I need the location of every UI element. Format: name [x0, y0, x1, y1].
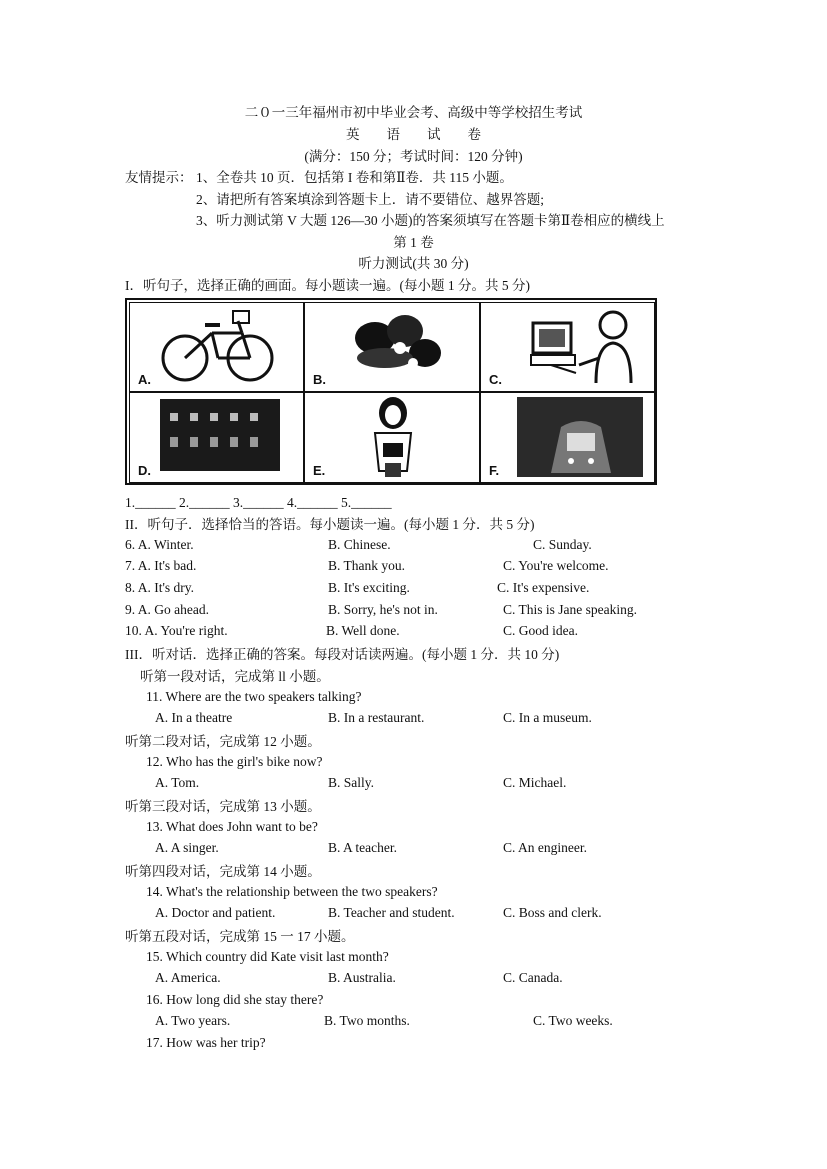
picture-f-label: F. — [489, 463, 500, 478]
q13-option-c: C. An engineer. — [503, 840, 587, 855]
exam-subject: 英 语 试 卷 — [346, 127, 481, 142]
q10-option-b: B. Well done. — [326, 623, 400, 638]
section1-heading: I．听句子，选择正确的画面。每小题读一遍。(每小题 1 分。共 5 分) — [125, 278, 530, 293]
q6-option-b: B. Chinese. — [328, 537, 391, 552]
picture-b-label: B. — [313, 372, 326, 387]
q12-option-a: A. Tom. — [155, 775, 200, 790]
q14-option-a: A. Doctor and patient. — [155, 905, 276, 920]
tip-3: 3、听力测试第 V 大题 126—30 小题)的答案须填写在答题卡第Ⅱ卷相应的横线上 — [196, 213, 665, 228]
q11-option-b: B. In a restaurant. — [328, 710, 425, 725]
q9-option-b: B. Sorry, he's not in. — [328, 602, 438, 617]
section1-answer-blanks[interactable]: 1.______ 2.______ 3.______ 4.______ 5.______ — [125, 495, 392, 510]
dialogue-2-instruction: 听第二段对话，完成第 12 小题。 — [125, 734, 321, 749]
picture-f — [480, 392, 655, 483]
q16-text: 16. How long did she stay there? — [146, 992, 324, 1007]
q8-option-b: B. It's exciting. — [328, 580, 410, 595]
picture-b — [304, 302, 480, 392]
dialogue-5-instruction: 听第五段对话，完成第 15 一 17 小题。 — [125, 929, 355, 944]
q12-option-c: C. Michael. — [503, 775, 567, 790]
exam-info: (满分：150 分；考试时间：120 分钟) — [304, 149, 523, 164]
subway-train-icon — [481, 393, 655, 483]
building-night-icon — [130, 393, 304, 483]
exam-title: 二０一三年福州市初中毕业会考、高级中等学校招生考试 — [244, 105, 583, 120]
q15-option-c: C. Canada. — [503, 970, 563, 985]
q9-option-c: C. This is Jane speaking. — [503, 602, 637, 617]
dialogue-4-instruction: 听第四段对话，完成第 14 小题。 — [125, 864, 321, 879]
q10-option-c: C. Good idea. — [503, 623, 578, 638]
q13-option-a: A. A singer. — [155, 840, 219, 855]
picture-grid — [125, 298, 657, 485]
q9-option-a: 9. A. Go ahead. — [125, 602, 209, 617]
picture-c-label: C. — [489, 372, 502, 387]
dialogue-1-instruction: 听第一段对话，完成第 ll 小题。 — [140, 669, 330, 684]
q14-text: 14. What's the relationship between the two speakers? — [146, 884, 438, 899]
q11-text: 11. Where are the two speakers talking? — [146, 689, 362, 704]
dialogue-3-instruction: 听第三段对话，完成第 13 小题。 — [125, 799, 321, 814]
q6-option-a: 6. A. Winter. — [125, 537, 194, 552]
q13-option-b: B. A teacher. — [328, 840, 397, 855]
q15-text: 15. Which country did Kate visit last month? — [146, 949, 389, 964]
q15-option-a: A. America. — [155, 970, 221, 985]
picture-a-label: A. — [138, 372, 151, 387]
picture-e-label: E. — [313, 463, 326, 478]
q16-option-c: C. Two weeks. — [533, 1013, 613, 1028]
q13-text: 13. What does John want to be? — [146, 819, 318, 834]
q14-option-b: B. Teacher and student. — [328, 905, 455, 920]
q11-option-c: C. In a museum. — [503, 710, 592, 725]
food-icon — [305, 303, 480, 392]
q11-option-a: A. In a theatre — [155, 710, 233, 725]
q7-option-b: B. Thank you. — [328, 558, 405, 573]
tips-lead: 友情提示： — [125, 170, 193, 185]
q12-text: 12. Who has the girl's bike now? — [146, 754, 323, 769]
q7-option-a: 7. A. It's bad. — [125, 558, 197, 573]
computer-user-icon — [481, 303, 655, 392]
bicycle-icon — [130, 303, 304, 392]
volume-title: 第 1 卷 — [393, 235, 434, 250]
picture-e — [304, 392, 480, 483]
picture-d — [129, 392, 304, 483]
q17-text: 17. How was her trip? — [146, 1035, 266, 1050]
picture-c — [480, 302, 655, 392]
listening-title: 听力测试(共 30 分) — [358, 256, 469, 271]
girl-icon — [305, 393, 480, 483]
q7-option-c: C. You're welcome. — [503, 558, 609, 573]
q12-option-b: B. Sally. — [328, 775, 375, 790]
picture-a — [129, 302, 304, 392]
section3-heading: III．听对话．选择正确的答案。每段对话读两遍。(每小题 1 分．共 10 分) — [125, 647, 560, 662]
picture-d-label: D. — [138, 463, 151, 478]
q8-option-a: 8. A. It's dry. — [125, 580, 195, 595]
q16-option-b: B. Two months. — [324, 1013, 410, 1028]
q6-option-c: C. Sunday. — [533, 537, 592, 552]
q10-option-a: 10. A. You're right. — [125, 623, 228, 638]
q16-option-a: A. Two years. — [155, 1013, 231, 1028]
q8-option-c: C. It's expensive. — [497, 580, 590, 595]
tip-1: 1、全卷共 10 页．包括第 I 卷和第Ⅱ卷．共 115 小题。 — [196, 170, 513, 185]
tip-2: 2、请把所有答案填涂到答题卡上．请不要错位、越界答题; — [196, 192, 544, 207]
section2-heading: II．听句子．选择恰当的答语。每小题读一遍。(每小题 1 分．共 5 分) — [125, 517, 535, 532]
q14-option-c: C. Boss and clerk. — [503, 905, 602, 920]
q15-option-b: B. Australia. — [328, 970, 396, 985]
